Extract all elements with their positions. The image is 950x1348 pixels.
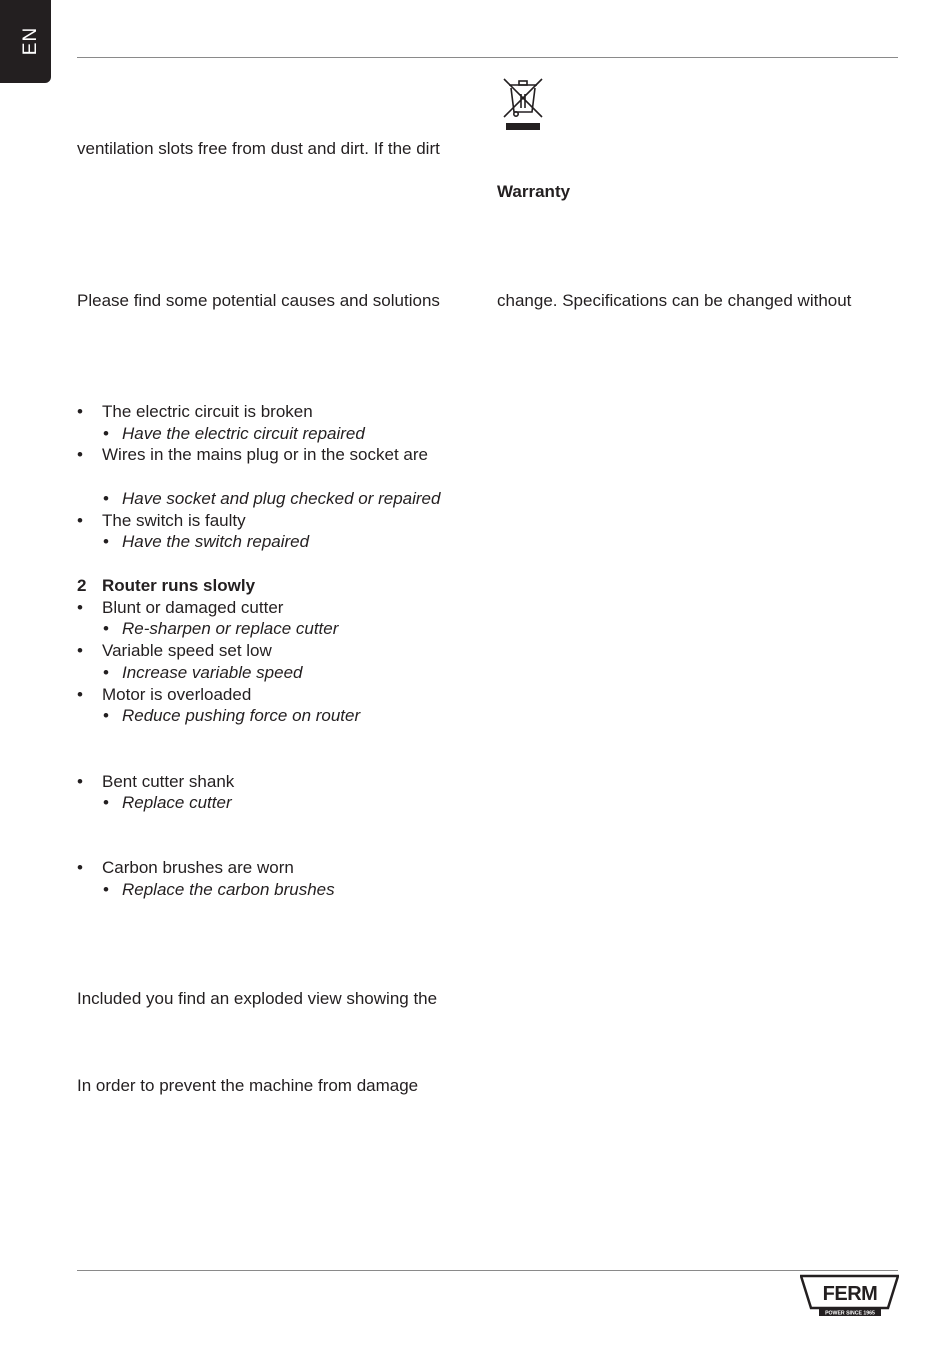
bullet-marker: •	[103, 663, 109, 682]
bullet-marker: •	[103, 619, 109, 638]
paragraph-specifications: change. Specifications can be changed without	[497, 291, 852, 310]
fault-solution: Have the switch repaired	[122, 532, 310, 551]
fault-cause: Wires in the mains plug or in the socket are	[102, 445, 428, 464]
section-number: 2	[77, 576, 87, 595]
bullet-marker: •	[103, 706, 109, 725]
bullet-marker: •	[77, 641, 83, 660]
language-tab	[0, 0, 51, 83]
fault-cause: Motor is overloaded	[102, 685, 252, 704]
bullet-marker: •	[77, 772, 83, 791]
fault-solution: Re-sharpen or replace cutter	[122, 619, 339, 638]
bullet-marker: •	[77, 858, 83, 877]
fault-solution: Replace the carbon brushes	[122, 880, 335, 899]
bullet-marker: •	[103, 880, 109, 899]
bullet-marker: •	[103, 793, 109, 812]
bullet-marker: •	[103, 424, 109, 443]
ferm-logo	[800, 1274, 899, 1318]
bullet-marker: •	[77, 445, 83, 464]
bullet-marker: •	[103, 532, 109, 551]
header-rule	[77, 57, 898, 58]
fault-cause: Blunt or damaged cutter	[102, 598, 284, 617]
language-label: EN	[20, 26, 41, 56]
fault-solution: Replace cutter	[122, 793, 232, 812]
footer-rule	[77, 1270, 898, 1271]
fault-cause: Bent cutter shank	[102, 772, 235, 791]
fault-solution: Have socket and plug checked or repaired	[122, 489, 441, 508]
logo-brand: FERM	[822, 1283, 878, 1305]
bullet-marker: •	[103, 489, 109, 508]
bullet-marker: •	[77, 598, 83, 617]
bullet-marker: •	[77, 402, 83, 421]
paragraph-ventilation: ventilation slots free from dust and dirt. If the dirt	[77, 139, 440, 158]
fault-solution: Increase variable speed	[122, 663, 303, 682]
fault-solution: Reduce pushing force on router	[122, 706, 361, 725]
fault-solution: Have the electric circuit repaired	[122, 424, 365, 443]
logo-tagline: POWER SINCE 1965	[825, 1310, 875, 1317]
section-heading: Router runs slowly	[102, 576, 256, 595]
warranty-heading: Warranty	[497, 182, 571, 201]
paragraph-causes: Please find some potential causes and solutions	[77, 291, 440, 310]
crossed-out-wheelie-bin-icon	[501, 76, 545, 132]
fault-cause: The electric circuit is broken	[102, 402, 313, 421]
bullet-marker: •	[77, 685, 83, 704]
fault-cause: Carbon brushes are worn	[102, 858, 294, 877]
paragraph-exploded-view: Included you find an exploded view showing the	[77, 989, 438, 1008]
paragraph-prevent-damage: In order to prevent the machine from damage	[77, 1076, 419, 1095]
fault-cause: The switch is faulty	[102, 511, 246, 530]
bullet-marker: •	[77, 511, 83, 530]
fault-cause: Variable speed set low	[102, 641, 272, 660]
